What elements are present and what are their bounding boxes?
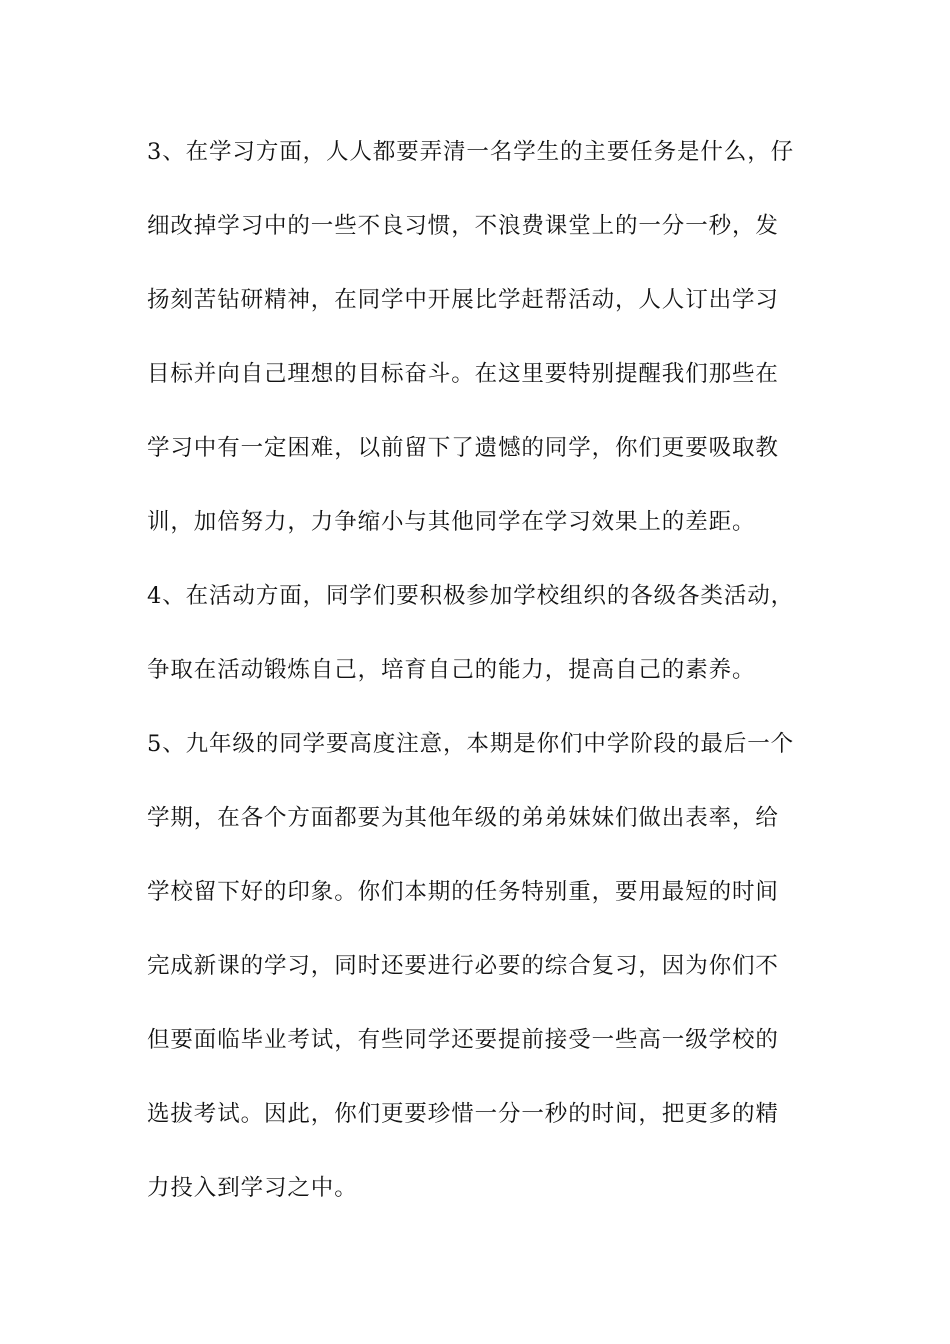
text-line: 学校留下好的印象。你们本期的任务特别重，要用最短的时间 [147,879,779,905]
text-line: 训，加倍努力，力争缩小与其他同学在学习效果上的差距。 [147,509,756,535]
text-line: 争取在活动锻炼自己，培育自己的能力，提高自己的素养。 [147,657,756,683]
text-line: 完成新课的学习，同时还要进行必要的综合复习，因为你们不 [147,953,779,979]
text-line: 学习中有一定困难，以前留下了遗憾的同学，你们更要吸取教 [147,435,779,461]
text-line: 5、九年级的同学要高度注意，本期是你们中学阶段的最后一个 [147,731,795,757]
body-text [147,132,807,1242]
text-line: 但要面临毕业考试，有些同学还要提前接受一些高一级学校的 [147,1027,779,1053]
text-line: 扬刻苦钻研精神，在同学中开展比学赶帮活动，人人订出学习 [147,287,779,313]
text-line: 目标并向自己理想的目标奋斗。在这里要特别提醒我们那些在 [147,361,779,387]
text-line: 3、在学习方面，人人都要弄清一名学生的主要任务是什么，仔 [147,139,795,165]
text-line: 细改掉学习中的一些不良习惯，不浪费课堂上的一分一秒，发 [147,213,779,239]
text-line: 学期，在各个方面都要为其他年级的弟弟妹妹们做出表率，给 [147,805,779,831]
text-line: 4、在活动方面，同学们要积极参加学校组织的各级各类活动， [147,583,795,609]
text-line: 力投入到学习之中。 [147,1175,358,1201]
text-line: 选拔考试。因此，你们更要珍惜一分一秒的时间，把更多的精 [147,1101,779,1127]
